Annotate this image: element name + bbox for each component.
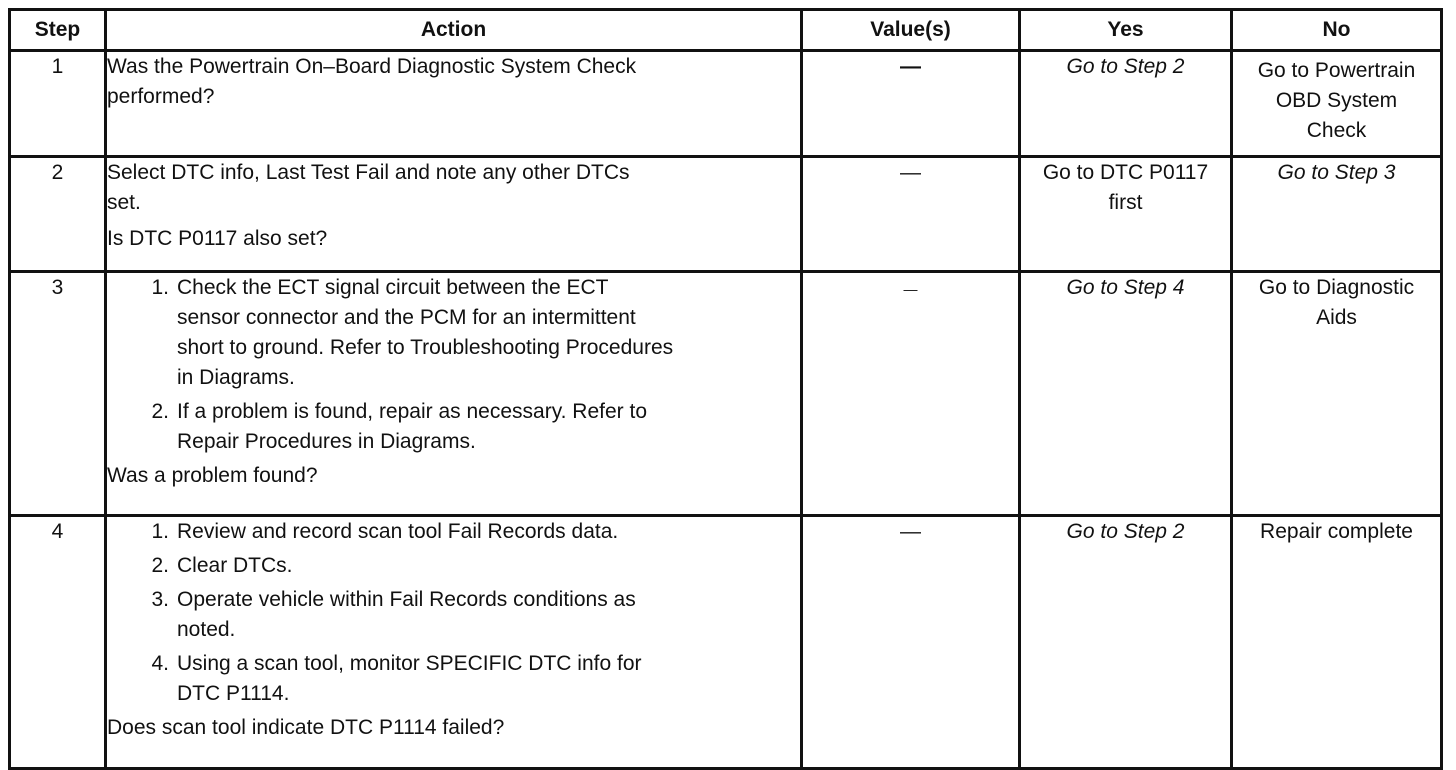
action-list	[107, 273, 800, 457]
item-number: 1.	[151, 520, 169, 543]
action-text: set.	[107, 191, 141, 214]
value-dash: —	[900, 161, 921, 184]
item-number: 1.	[151, 276, 169, 299]
action-text: Was the Powertrain On–Board Diagnostic System Check	[107, 55, 637, 78]
item-text: DTC P1114.	[177, 682, 290, 705]
value-dash: —	[900, 520, 921, 543]
table-row	[10, 272, 1442, 516]
yes-cell	[1020, 272, 1232, 516]
item-text: If a problem is found, repair as necessary. Refer to	[177, 400, 647, 423]
action-cell	[106, 157, 802, 272]
table-row	[10, 51, 1442, 157]
item-text: Clear DTCs.	[177, 554, 293, 577]
no-goto: Go to Step 3	[1277, 161, 1396, 184]
list-item	[151, 585, 800, 645]
diagnostic-table	[8, 8, 1443, 770]
yes-cell	[1020, 157, 1232, 272]
value-cell	[802, 272, 1020, 516]
yes-cell	[1020, 516, 1232, 769]
list-item	[151, 273, 800, 393]
item-number: 2.	[151, 400, 169, 423]
list-item	[151, 397, 800, 457]
yes-goto: Go to Step 2	[1066, 520, 1185, 543]
no-text: OBD System	[1275, 89, 1398, 112]
action-question: Was a problem found?	[107, 464, 318, 487]
item-number: 3.	[151, 588, 169, 611]
value-dash: —	[903, 281, 918, 297]
yes-goto: Go to Step 4	[1066, 276, 1185, 299]
no-text: Repair complete	[1260, 520, 1413, 543]
item-text: in Diagrams.	[177, 366, 295, 389]
action-question: Does scan tool indicate DTC P1114 failed?	[107, 716, 505, 739]
action-question: Is DTC P0117 also set?	[107, 227, 328, 250]
no-cell	[1232, 51, 1442, 157]
yes-text: first	[1108, 191, 1143, 214]
action-list	[107, 517, 800, 709]
item-text: short to ground. Refer to Troubleshooting Procedures	[177, 336, 674, 359]
no-cell	[1232, 516, 1442, 769]
value-dash: —	[900, 55, 921, 78]
item-text: Check the ECT signal circuit between the ECT	[177, 276, 609, 299]
table-row	[10, 157, 1442, 272]
no-text: Check	[1306, 119, 1367, 142]
step-number: 2	[10, 157, 106, 272]
value-cell	[802, 516, 1020, 769]
yes-goto: Go to Step 2	[1066, 55, 1185, 78]
value-cell	[802, 157, 1020, 272]
yes-text: Go to DTC P0117	[1042, 161, 1209, 184]
item-text: sensor connector and the PCM for an intermittent	[177, 306, 636, 329]
step-number: 1	[10, 51, 106, 157]
item-text: Review and record scan tool Fail Records data.	[177, 520, 619, 543]
action-cell	[106, 516, 802, 769]
no-text: Aids	[1316, 306, 1357, 329]
item-text: Operate vehicle within Fail Records conditions as	[177, 588, 636, 611]
table-row	[10, 516, 1442, 769]
list-item	[151, 517, 800, 547]
header-step: Step	[10, 10, 106, 51]
value-cell	[802, 51, 1020, 157]
header-no: No	[1232, 10, 1442, 51]
yes-cell	[1020, 51, 1232, 157]
item-number: 4.	[151, 652, 169, 675]
action-text: performed?	[107, 85, 215, 108]
header-yes: Yes	[1020, 10, 1232, 51]
item-number: 2.	[151, 554, 169, 577]
list-item	[151, 649, 800, 709]
no-cell	[1232, 157, 1442, 272]
no-cell	[1232, 272, 1442, 516]
item-text: Using a scan tool, monitor SPECIFIC DTC info for	[177, 652, 642, 675]
item-text: noted.	[177, 618, 236, 641]
item-text: Repair Procedures in Diagrams.	[177, 430, 476, 453]
action-text: Select DTC info, Last Test Fail and note any other DTCs	[107, 161, 630, 184]
list-item	[151, 551, 800, 581]
action-cell	[106, 51, 802, 157]
header-row	[10, 10, 1442, 51]
header-action: Action	[106, 10, 802, 51]
action-cell	[106, 272, 802, 516]
no-text: Go to Powertrain	[1257, 59, 1416, 82]
header-values: Value(s)	[802, 10, 1020, 51]
no-text: Go to Diagnostic	[1258, 276, 1415, 299]
step-number: 4	[10, 516, 106, 769]
step-number: 3	[10, 272, 106, 516]
